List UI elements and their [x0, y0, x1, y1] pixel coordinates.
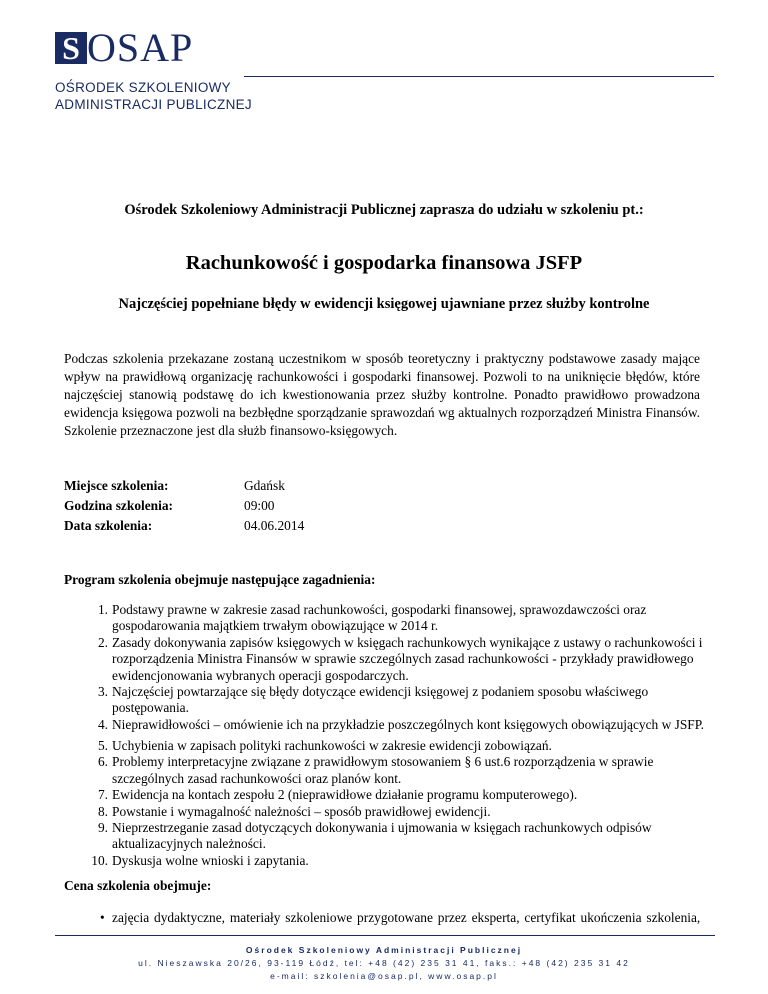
training-title: Rachunkowość i gospodarka finansowa JSFP: [185, 252, 583, 274]
item-number: 4.: [97, 716, 108, 732]
item-text: Dyskusja wolne wnioski i zapytania.: [112, 852, 309, 868]
item-text: Ewidencja na kontach zespołu 2 (nieprawidłowe działanie programu komputerowego).: [112, 787, 578, 803]
item-text: Nieprzestrzeganie zasad dotyczących dokonywania i ujmowania w księgach rachunkowych odpisów aktualizacyjnych należności.: [112, 820, 652, 852]
price-bullet-text: zajęcia dydaktyczne, materiały szkoleniowe przygotowane przez eksperta, certyfikat ukończenia szkolenia,: [112, 910, 701, 925]
program-list-part1: [88, 602, 708, 733]
date-value: 04.06.2014: [244, 518, 305, 533]
logo-letter: S: [62, 32, 80, 64]
price-heading: Cena szkolenia obejmuje:: [64, 878, 212, 893]
info-row-date: [64, 516, 304, 536]
item-number: 6.: [97, 754, 108, 770]
date-label: Data szkolenia:: [64, 518, 153, 533]
training-info: [64, 476, 304, 536]
item-text: Uchybienia w zapisach polityki rachunkowości w zakresie ewidencji zobowiązań.: [112, 738, 552, 753]
item-number: 3.: [97, 684, 108, 700]
item-text: Zasady dokonywania zapisów księgowych w księgach rachunkowych wynikające z ustawy o rachunkowości i rozporządzenia Ministra Finansów w sprawie szczególnych zasad rachunkowości - przykłady prawidłowego ewidencjonowania wybranych operacji gospodarczych.: [112, 634, 703, 683]
item-number: 8.: [97, 803, 108, 819]
logo-wordmark: OSAP: [87, 25, 194, 70]
footer-org-name: Ośrodek Szkoleniowy Administracji Publicznej: [245, 945, 523, 955]
item-text: Problemy interpretacyjne związane z prawidłowym stosowaniem § 6 ust.6 rozporządzenia w sprawie szczególnych zasad rachunkowości oraz planów kont.: [112, 754, 654, 786]
training-subtitle: Najczęściej popełniane błędy w ewidencji księgowej ujawniane przez służby kontrolne: [118, 296, 650, 312]
item-number: 1.: [97, 602, 108, 617]
info-row-time: [64, 496, 304, 516]
item-number: 7.: [97, 787, 108, 803]
intro-paragraph: Podczas szkolenia przekazane zostaną uczestnikom w sposób teoretyczny i praktyczny podstawowe zasady mające wpływ na prawidłową organizację rachunkowości i gospodarki finansowej. Pozwoli to na uniknięcie błędów, które najczęściej stanowią podstawę do ich kwestionowania przez służby kontrolne. Ponadto prawidłowo prowadzona ewidencja księgowa pozwoli na bezbłędne sporządzanie sprawozdań wg aktualnych rozporządzeń Ministra Finansów. Szkolenie przeznaczone jest dla służb finansowo-księgowych.: [64, 351, 700, 438]
bullet-icon: •: [100, 910, 105, 925]
time-label: Godzina szkolenia:: [64, 498, 173, 513]
list-item: [88, 684, 708, 717]
header-divider: [244, 76, 714, 77]
org-name-line2: ADMINISTRACJI PUBLICZNEJ: [55, 97, 252, 112]
list-item: [88, 820, 708, 853]
place-value: Gdańsk: [244, 478, 285, 493]
list-item: [88, 717, 708, 733]
footer-address: ul. Nieszawska 20/26, 93-119 Łódź, tel: +48 (42) 235 31 41, faks.: +48 (42) 235 31 42: [138, 958, 630, 968]
list-item: [88, 635, 708, 684]
list-item: [88, 738, 708, 754]
time-value: 09:00: [244, 498, 275, 513]
list-item: [88, 787, 708, 803]
item-text: Nieprawidłowości – omówienie ich na przykładzie poszczególnych kont księgowych obowiązujących w JSFP.: [112, 716, 705, 732]
footer-divider: [55, 935, 715, 936]
item-text: Podstawy prawne w zakresie zasad rachunkowości, gospodarki finansowej, sprawozdawczości oraz gospodarowania majątkiem trwałym obowiązujące w 2014 r.: [112, 602, 647, 634]
list-item: [88, 602, 708, 635]
list-item: [88, 754, 708, 787]
list-item: [88, 853, 708, 869]
item-number: 5.: [97, 738, 108, 753]
item-text: Najczęściej powtarzające się błędy dotyczące ewidencji księgowej z podaniem sposobu właściwego postępowania.: [112, 684, 649, 716]
item-number: 2.: [97, 634, 108, 650]
logo-s-mark: [55, 32, 87, 64]
item-text: Powstanie i wymagalność należności – sposób prawidłowej ewidencji.: [112, 803, 491, 819]
program-list-part2: [88, 738, 708, 869]
org-name-line1: OŚRODEK SZKOLENIOWY: [55, 80, 231, 95]
footer-contact: e-mail: szkolenia@osap.pl, www.osap.pl: [270, 971, 498, 981]
list-item: [88, 804, 708, 820]
item-number: 9.: [97, 820, 108, 836]
program-heading: Program szkolenia obejmuje następujące zagadnienia:: [64, 572, 376, 587]
invitation-text: Ośrodek Szkoleniowy Administracji Publicznej zaprasza do udziału w szkoleniu pt.:: [124, 202, 644, 218]
osap-logo: [55, 25, 255, 112]
price-bullet-item: [100, 910, 720, 926]
item-number: 10.: [91, 852, 108, 868]
info-row-place: [64, 476, 304, 496]
place-label: Miejsce szkolenia:: [64, 478, 169, 493]
